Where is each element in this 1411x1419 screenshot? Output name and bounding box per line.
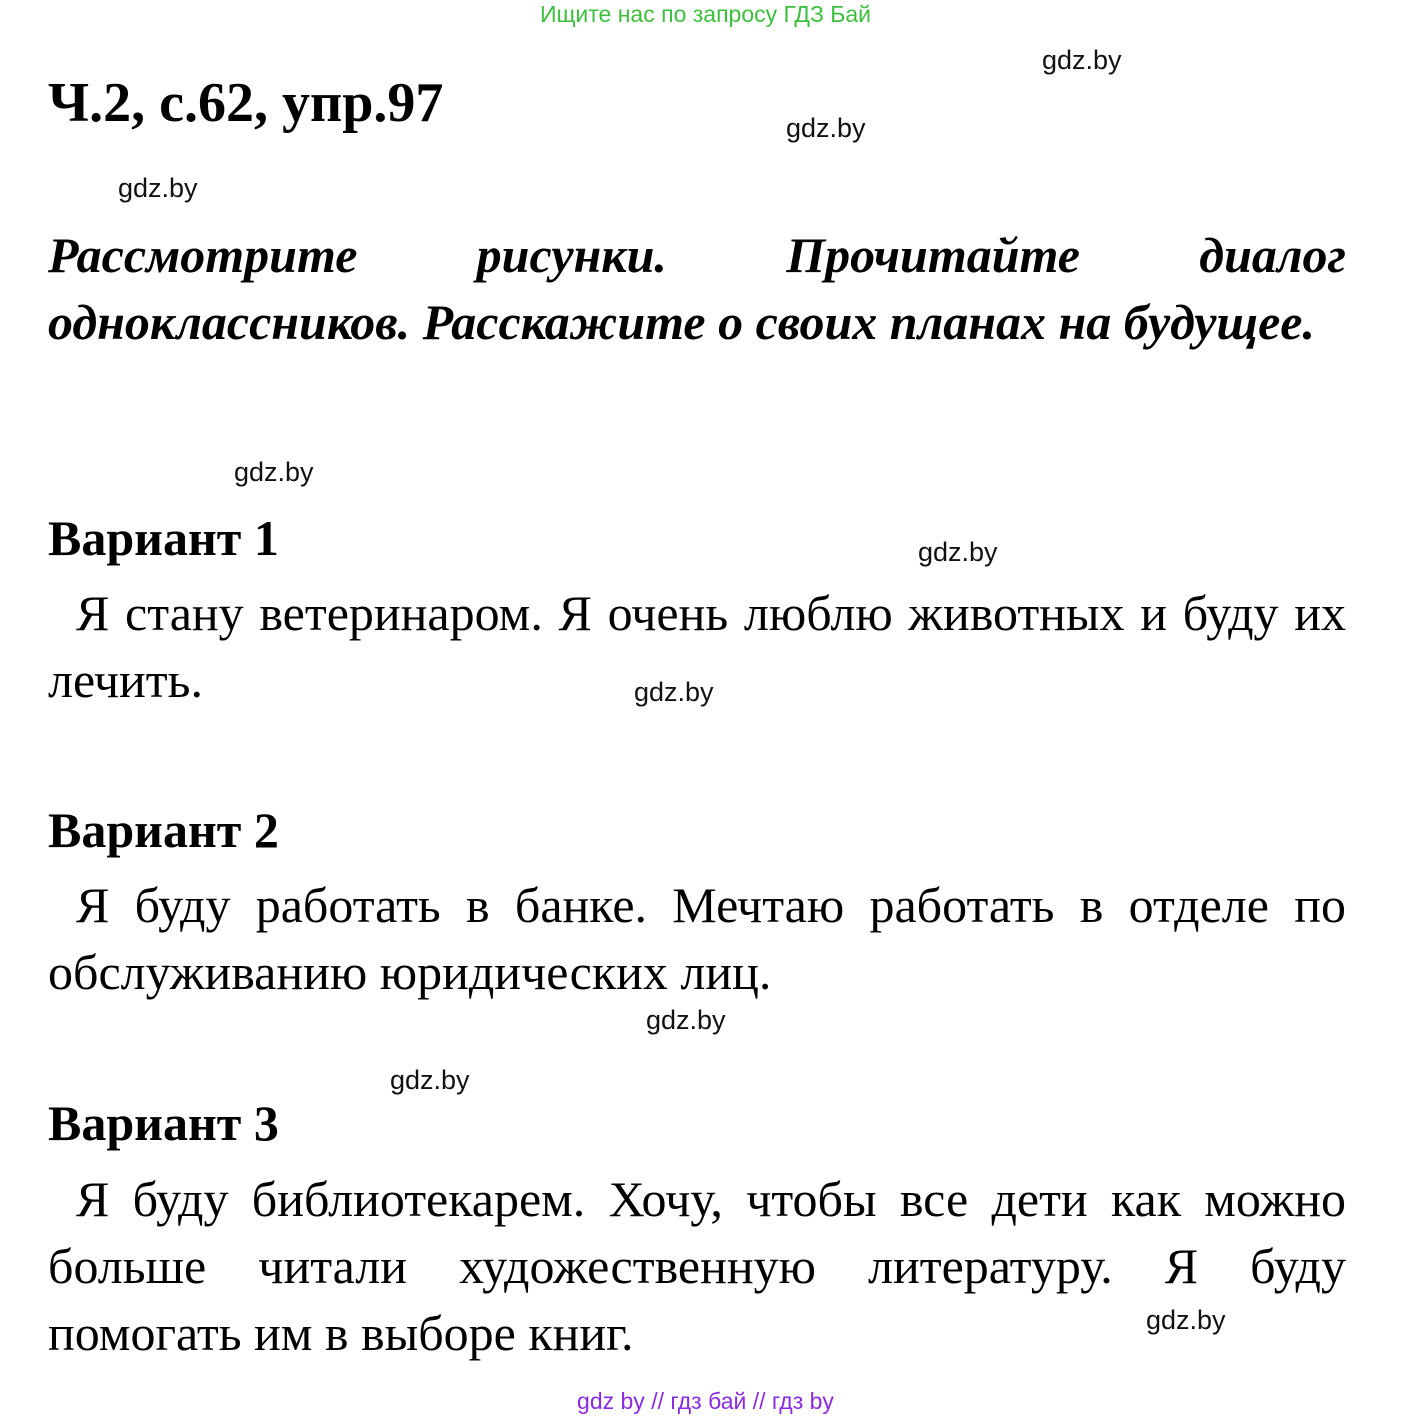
top-banner[interactable]: Ищите нас по запросу ГДЗ Бай [539, 1, 872, 27]
watermark: gdz.by [390, 1065, 470, 1095]
variant-1-text: Я стану ветеринаром. Я очень люблю животных и буду их лечить. [48, 585, 1346, 708]
variant-1-title: Вариант 1 [48, 510, 279, 566]
watermark: gdz.by [234, 457, 314, 487]
page-title: Ч.2, с.62, упр.97 [48, 72, 444, 134]
watermark: gdz.by [1042, 45, 1122, 75]
watermark: gdz.by [634, 677, 714, 707]
variant-2-text: Я буду работать в банке. Мечтаю работать в отделе по обслуживанию юридических лиц. [48, 877, 1346, 1000]
watermark: gdz.by [118, 173, 198, 203]
task-instruction: Рассмотрите рисунки. Прочитайте диалог одноклассников. Расскажите о своих планах на будущее. [48, 227, 1346, 350]
footer-links[interactable]: gdz by // гдз бай // гдз by [577, 1388, 834, 1414]
variant-3-title: Вариант 3 [48, 1095, 279, 1151]
watermark: gdz.by [1146, 1305, 1226, 1335]
watermark: gdz.by [786, 113, 866, 143]
watermark: gdz.by [918, 537, 998, 567]
variant-3-text: Я буду библиотекарем. Хочу, чтобы все дети как можно больше читали художественную литературу. Я буду помогать им в выборе книг. [48, 1171, 1346, 1361]
variant-2-title: Вариант 2 [48, 802, 279, 858]
watermark: gdz.by [646, 1005, 726, 1035]
